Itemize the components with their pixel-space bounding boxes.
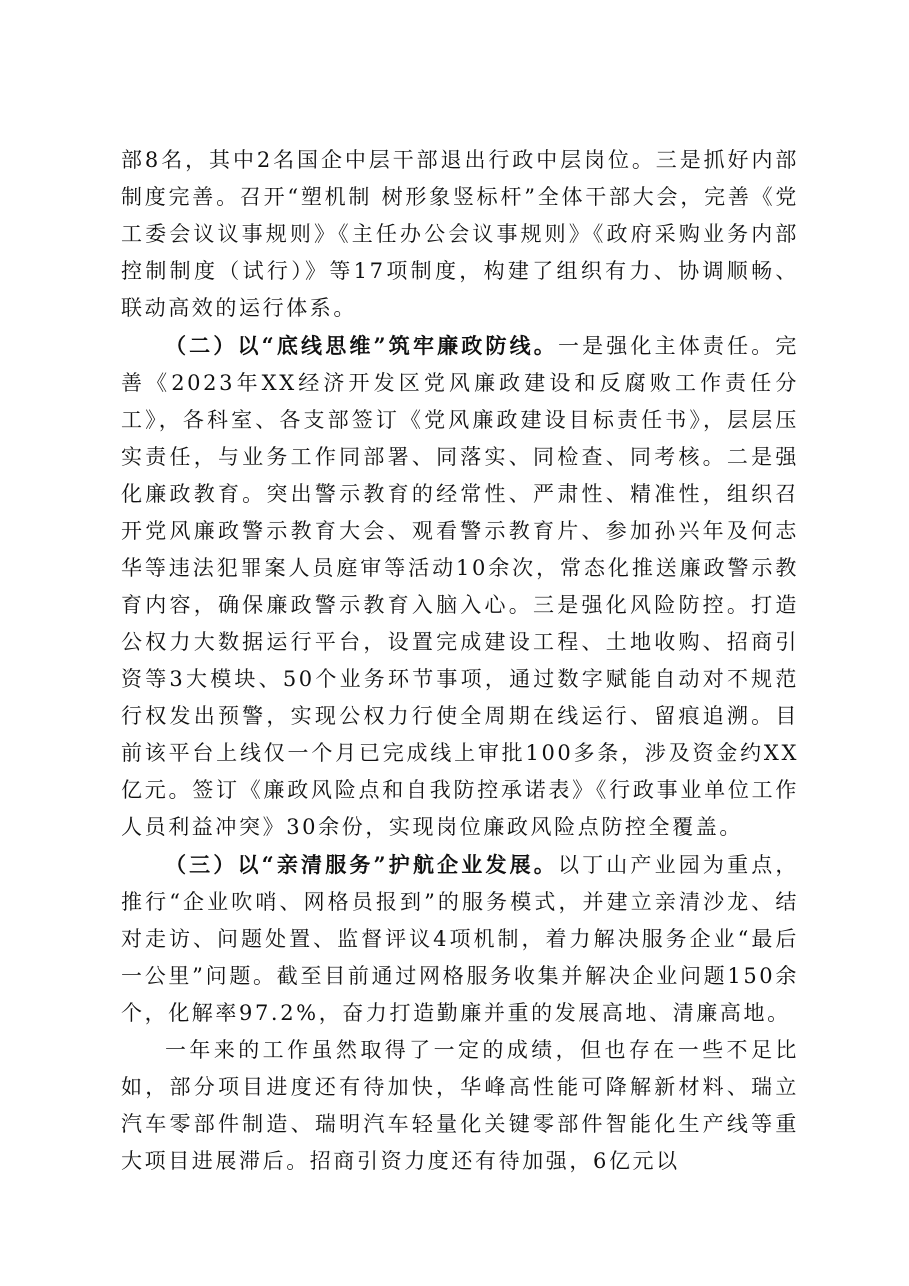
paragraph-section-3 bbox=[121, 846, 799, 1032]
paragraph-section-2 bbox=[121, 327, 799, 846]
paragraph-text: 以丁山产业园为重点，推行“企业吹哨、网格员报到”的服务模式，并建立亲清沙龙、结对走访、问题处置、监督评议4项机制，着力解决服务企业“最后一公里”问题。截至目前通过网格服务收集并解决企业问题150余个，化解率97.2%，奋力打造勤廉并重的发展高地、清廉高地。 bbox=[121, 853, 800, 1025]
paragraph-text: 部8名，其中2名国企中层干部退出行政中层岗位。三是抓好内部制度完善。召开“塑机制 树形象竖标杆”全体干部大会，完善《党工委会议议事规则》《主任办公会议事规则》《政府采购业务内部控制制度（试行）》等17项制度，构建了组织有力、协调顺畅、联动高效的运行体系。 bbox=[121, 148, 799, 320]
section-heading: （三）以“亲清服务”护航企业发展。 bbox=[165, 852, 558, 877]
paragraph-text: 一年来的工作虽然取得了一定的成绩，但也存在一些不足比如，部分项目进度还有待加快，华峰高性能可降解新材料、瑞立汽车零部件制造、瑞明汽车轻量化关键零部件智能化生产线等重大项目进展滞后。招商引资力度还有待加强，6亿元以 bbox=[121, 1038, 799, 1173]
paragraph-text: 一是强化主体责任。完善《2023年XX经济开发区党风廉政建设和反腐败工作责任分工》，各科室、各支部签订《党风廉政建设目标责任书》，层层压实责任，与业务工作同部署、同落实、同检查、同考核。二是强化廉政教育。突出警示教育的经常性、严肃性、精准性，组织召开党风廉政警示教育大会、观看警示教育片、参加孙兴年及何志华等违法犯罪案人员庭审等活动10余次，常态化推送廉政警示教育内容，确保廉政警示教育入脑入心。三是强化风险防控。打造公权力大数据运行平台，设置完成建设工程、土地收购、招商引资等3大模块、50个业务环节事项，通过数字赋能自动对不规范行权发出预警，实现公权力行使全周期在线运行、留痕追溯。目前该平台上线仅一个月已完成线上审批100多条，涉及资金约XX亿元。签订《廉政风险点和自我防控承诺表》《行政事业单位工作人员利益冲突》30余份，实现岗位廉政风险点防控全覆盖。 bbox=[121, 334, 800, 839]
section-heading: （二）以“底线思维”筑牢廉政防线。 bbox=[165, 333, 558, 358]
paragraph-continuation bbox=[121, 142, 799, 327]
paragraph-summary bbox=[121, 1032, 799, 1180]
